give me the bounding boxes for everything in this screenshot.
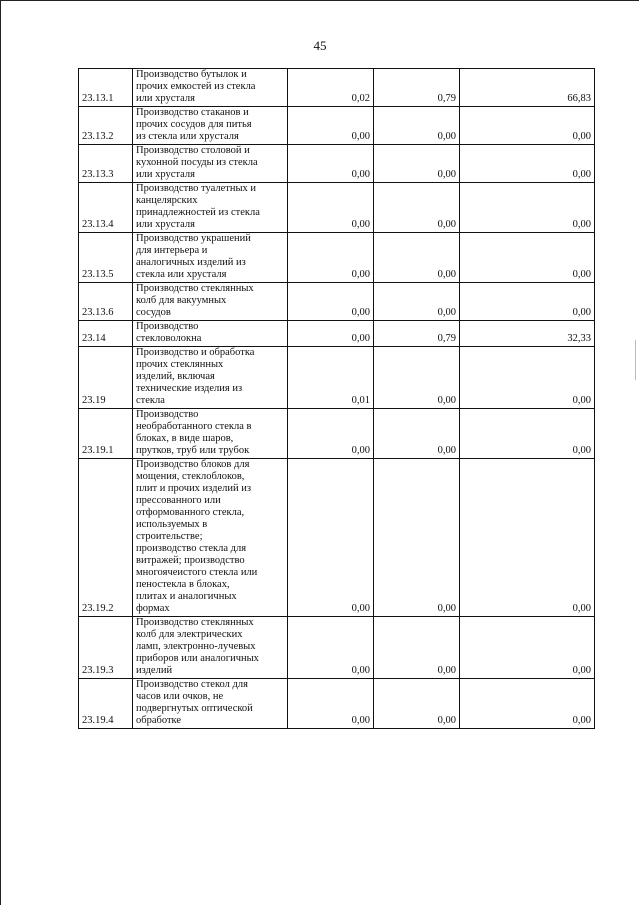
row-value-1: 0,00 (288, 321, 374, 347)
row-value-2: 0,00 (374, 283, 460, 321)
row-name: Производство столовой и кухонной посуды из стекла или хрусталя (133, 145, 288, 183)
row-value-1: 0,00 (288, 107, 374, 145)
row-code: 23.14 (79, 321, 133, 347)
row-code: 23.13.1 (79, 69, 133, 107)
row-value-2: 0,00 (374, 347, 460, 409)
row-value-3: 0,00 (460, 183, 595, 233)
table-row (79, 145, 595, 183)
row-value-1: 0,00 (288, 409, 374, 459)
table-row (79, 69, 595, 107)
row-code: 23.19.4 (79, 679, 133, 729)
table-row (79, 459, 595, 617)
row-value-3: 0,00 (460, 617, 595, 679)
table-row (79, 347, 595, 409)
row-value-1: 0,00 (288, 459, 374, 617)
row-value-2: 0,00 (374, 145, 460, 183)
page-number: 45 (313, 38, 327, 53)
row-name: Производство стеклянных колб для вакуумных сосудов (133, 283, 288, 321)
row-name: Производство и обработка прочих стеклянных изделий, включая технические изделия из стекла (133, 347, 288, 409)
table-row (79, 617, 595, 679)
row-value-3: 0,00 (460, 409, 595, 459)
row-value-3: 32,33 (460, 321, 595, 347)
row-value-3: 0,00 (460, 283, 595, 321)
row-name: Производство стекол для часов или очков, не подвергнутых оптической обработке (133, 679, 288, 729)
table-row (79, 283, 595, 321)
row-value-1: 0,00 (288, 283, 374, 321)
row-value-1: 0,00 (288, 617, 374, 679)
row-value-3: 0,00 (460, 347, 595, 409)
row-value-2: 0,00 (374, 459, 460, 617)
row-name: Производство необработанного стекла в блоках, в виде шаров, прутков, труб или трубок (133, 409, 288, 459)
table-row (79, 679, 595, 729)
row-code: 23.19.1 (79, 409, 133, 459)
row-code: 23.19.2 (79, 459, 133, 617)
row-value-1: 0,00 (288, 145, 374, 183)
row-code: 23.13.6 (79, 283, 133, 321)
table-row (79, 321, 595, 347)
row-value-1: 0,00 (288, 183, 374, 233)
table-row (79, 233, 595, 283)
row-code: 23.13.4 (79, 183, 133, 233)
table-row (79, 183, 595, 233)
row-value-2: 0,79 (374, 69, 460, 107)
row-name: Производство стекловолокна (133, 321, 288, 347)
row-value-3: 0,00 (460, 107, 595, 145)
row-value-1: 0,00 (288, 233, 374, 283)
row-value-2: 0,00 (374, 679, 460, 729)
row-code: 23.13.5 (79, 233, 133, 283)
table-body (79, 69, 595, 729)
row-value-3: 66,83 (460, 69, 595, 107)
row-value-2: 0,00 (374, 409, 460, 459)
row-value-2: 0,79 (374, 321, 460, 347)
data-table (78, 68, 595, 729)
row-value-1: 0,00 (288, 679, 374, 729)
row-value-3: 0,00 (460, 233, 595, 283)
row-code: 23.19 (79, 347, 133, 409)
row-name: Производство украшений для интерьера и аналогичных изделий из стекла или хрусталя (133, 233, 288, 283)
row-name: Производство туалетных и канцелярских принадлежностей из стекла или хрусталя (133, 183, 288, 233)
row-value-3: 0,00 (460, 459, 595, 617)
row-name: Производство стеклянных колб для электрических ламп, электронно-лучевых приборов или аналогичных изделий (133, 617, 288, 679)
row-value-2: 0,00 (374, 107, 460, 145)
row-value-1: 0,02 (288, 69, 374, 107)
row-value-1: 0,01 (288, 347, 374, 409)
row-code: 23.13.2 (79, 107, 133, 145)
row-value-2: 0,00 (374, 233, 460, 283)
table-row (79, 409, 595, 459)
row-value-3: 0,00 (460, 679, 595, 729)
row-name: Производство блоков для мощения, стеклоблоков, плит и прочих изделий из прессованного или отформованного стекла, используемых в строительстве; производство стекла для витражей; производство многоячеистого стекла или пеностекла в блоках, плитах и аналогичных формах (133, 459, 288, 617)
row-name: Производство стаканов и прочих сосудов для питья из стекла или хрусталя (133, 107, 288, 145)
table-row (79, 107, 595, 145)
row-code: 23.13.3 (79, 145, 133, 183)
row-code: 23.19.3 (79, 617, 133, 679)
margin-mark (635, 340, 636, 380)
row-value-3: 0,00 (460, 145, 595, 183)
row-value-2: 0,00 (374, 617, 460, 679)
row-value-2: 0,00 (374, 183, 460, 233)
row-name: Производство бутылок и прочих емкостей из стекла или хрусталя (133, 69, 288, 107)
